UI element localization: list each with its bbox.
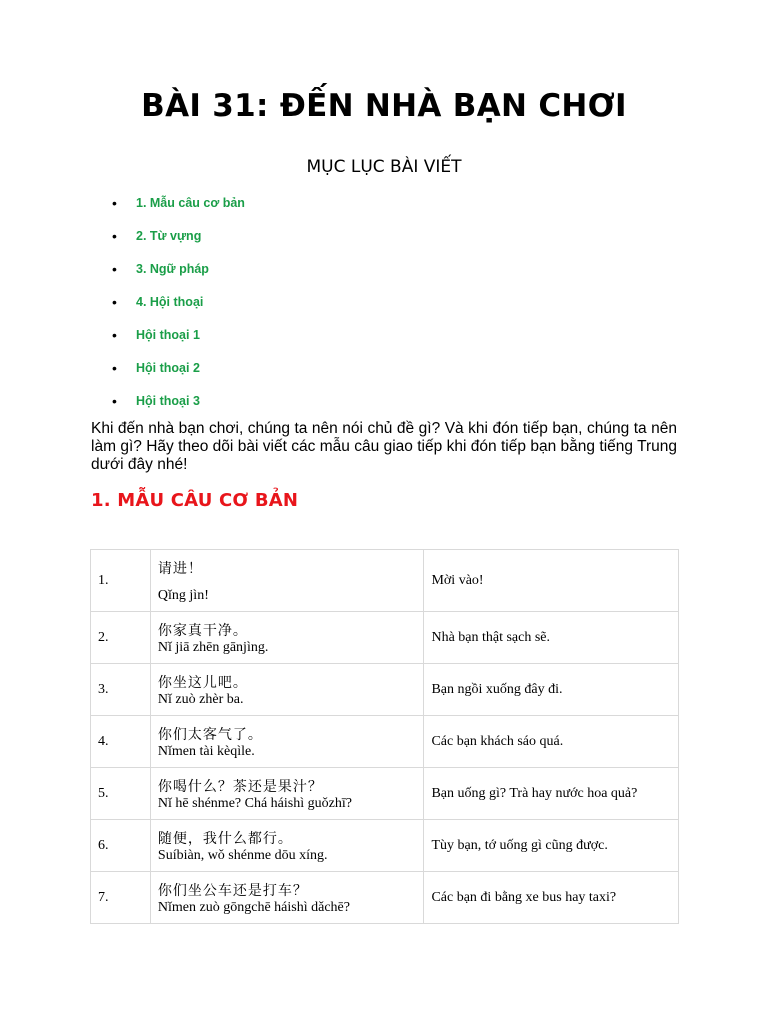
toc-link-hoi-thoai[interactable]: 4. Hội thoại: [136, 295, 204, 309]
bullet-icon: •: [112, 195, 117, 211]
hanzi-text: 你们太客气了。: [157, 727, 263, 743]
phrase-table: [90, 549, 679, 924]
vietnamese-cell: Bạn ngồi xuống đây đi.: [424, 664, 679, 716]
toc-link-mau-cau[interactable]: 1. Mẫu câu cơ bản: [136, 196, 245, 210]
hanzi-text: 你坐这儿吧。: [157, 675, 248, 691]
chinese-cell: [150, 820, 424, 872]
row-number: 4.: [91, 716, 151, 768]
pinyin-text: Nǐmen tài kèqìle.: [157, 743, 255, 759]
bullet-icon: •: [112, 393, 117, 409]
table-row: [91, 550, 679, 612]
chinese-cell: [150, 768, 424, 820]
bullet-icon: •: [112, 294, 117, 310]
vietnamese-cell: Nhà bạn thật sạch sẽ.: [424, 612, 679, 664]
toc-link-ngu-phap[interactable]: 3. Ngữ pháp: [136, 262, 209, 276]
toc-link-hoi-thoai-3[interactable]: Hội thoại 3: [136, 394, 200, 408]
row-number: 6.: [91, 820, 151, 872]
row-number: 5.: [91, 768, 151, 820]
chinese-cell: [150, 550, 424, 612]
table-row: [91, 872, 679, 924]
chinese-cell: [150, 612, 424, 664]
table-row: [91, 664, 679, 716]
toc-item: [112, 390, 245, 423]
vietnamese-cell: Các bạn khách sáo quá.: [424, 716, 679, 768]
vietnamese-cell: Bạn uống gì? Trà hay nước hoa quả?: [424, 768, 679, 820]
hanzi-text: 请进！: [157, 561, 203, 577]
bullet-icon: •: [112, 261, 117, 277]
pinyin-text: Suíbiàn, wǒ shénme dōu xíng.: [157, 847, 328, 863]
toc-item: [112, 324, 245, 357]
toc-link-hoi-thoai-1[interactable]: Hội thoại 1: [136, 328, 200, 342]
pinyin-text: Qǐng jìn!: [157, 587, 209, 603]
table-row: [91, 768, 679, 820]
toc-link-tu-vung[interactable]: 2. Từ vựng: [136, 229, 202, 243]
toc-item: [112, 225, 245, 258]
toc-title: MỤC LỤC BÀI VIẾT: [306, 157, 462, 177]
chinese-cell: [150, 716, 424, 768]
vietnamese-cell: Tùy bạn, tớ uống gì cũng được.: [424, 820, 679, 872]
toc-item: [112, 291, 245, 324]
intro-paragraph: Khi đến nhà bạn chơi, chúng ta nên nói chủ đề gì? Và khi đón tiếp bạn, chúng ta nên làm gì? Hãy theo dõi bài viết các mẫu câu giao tiếp khi đón tiếp bạn bằng tiếng Trung dưới đây nhé!: [91, 420, 677, 473]
row-number: 7.: [91, 872, 151, 924]
vietnamese-cell: Các bạn đi bằng xe bus hay taxi?: [424, 872, 679, 924]
bullet-icon: •: [112, 327, 117, 343]
chinese-cell: [150, 664, 424, 716]
pinyin-text: Nǐ jiā zhēn gānjìng.: [157, 639, 269, 655]
table-row: [91, 716, 679, 768]
bullet-icon: •: [112, 228, 117, 244]
hanzi-text: 你喝什么？茶还是果汁？: [157, 779, 323, 795]
vietnamese-cell: Mời vào!: [424, 550, 679, 612]
pinyin-text: Nǐ hē shénme? Chá háishì guǒzhī?: [157, 795, 352, 811]
page-title: BÀI 31: ĐẾN NHÀ BẠN CHƠI: [141, 88, 627, 124]
row-number: 1.: [91, 550, 151, 612]
table-row: [91, 612, 679, 664]
bullet-icon: •: [112, 360, 117, 376]
toc-item: [112, 258, 245, 291]
section-heading: 1. MẪU CÂU CƠ BẢN: [91, 490, 299, 511]
hanzi-text: 你家真干净。: [157, 623, 248, 639]
pinyin-text: Nǐmen zuò gōngchē háishì dǎchē?: [157, 899, 350, 915]
table-of-contents: [112, 192, 245, 423]
toc-link-hoi-thoai-2[interactable]: Hội thoại 2: [136, 361, 200, 375]
row-number: 2.: [91, 612, 151, 664]
table-row: [91, 820, 679, 872]
hanzi-text: 你们坐公车还是打车？: [157, 883, 308, 899]
hanzi-text: 随便，我什么都行。: [157, 831, 293, 847]
toc-item: [112, 357, 245, 390]
chinese-cell: [150, 872, 424, 924]
toc-item: [112, 192, 245, 225]
row-number: 3.: [91, 664, 151, 716]
pinyin-text: Nǐ zuò zhèr ba.: [157, 691, 244, 707]
